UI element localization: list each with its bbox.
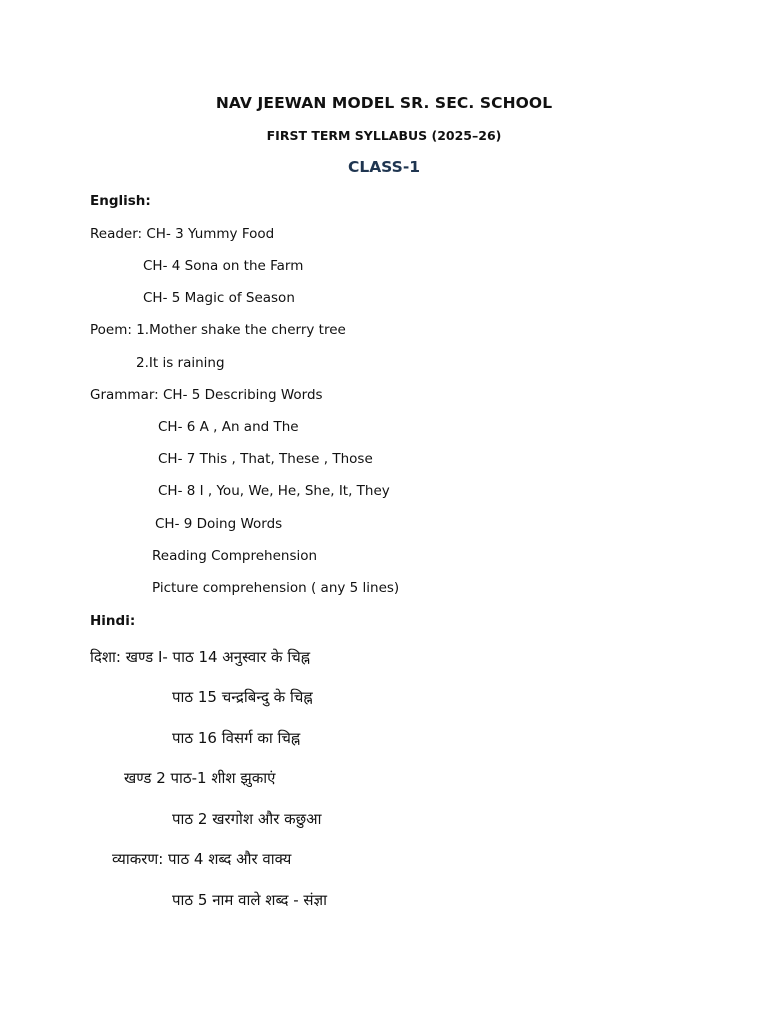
hindi-line: खण्ड 2 पाठ-1 शीश झुकाएं xyxy=(124,769,276,787)
english-line: Reading Comprehension xyxy=(152,548,318,564)
english-line: CH- 4 Sona on the Farm xyxy=(143,258,304,274)
class-title: CLASS-1 xyxy=(347,158,421,176)
hindi-line: पाठ 15 चन्द्रबिन्दु के चिह्न xyxy=(172,688,313,706)
english-line: Grammar: CH- 5 Describing Words xyxy=(90,387,323,403)
english-heading: English: xyxy=(90,193,151,209)
english-line: Reader: CH- 3 Yummy Food xyxy=(90,226,275,242)
hindi-line: पाठ 2 खरगोश और कछुआ xyxy=(172,810,322,828)
english-line: CH- 6 A , An and The xyxy=(158,419,299,435)
hindi-line: व्याकरण: पाठ 4 शब्द और वाक्य xyxy=(112,850,292,868)
term-title: FIRST TERM SYLLABUS (2025–26) xyxy=(266,128,502,143)
hindi-line: पाठ 16 विसर्ग का चिह्न xyxy=(172,729,301,747)
hindi-line: पाठ 5 नाम वाले शब्द - संज्ञा xyxy=(172,891,328,909)
english-line: Poem: 1.Mother shake the cherry tree xyxy=(90,322,346,338)
school-name: NAV JEEWAN MODEL SR. SEC. SCHOOL xyxy=(215,94,553,112)
english-line: Picture comprehension ( any 5 lines) xyxy=(152,580,400,596)
english-line: CH- 7 This , That, These , Those xyxy=(158,451,373,467)
hindi-line: दिशा: खण्ड I- पाठ 14 अनुस्वार के चिह्न xyxy=(90,648,311,666)
english-line: CH- 9 Doing Words xyxy=(155,516,283,532)
english-line: 2.It is raining xyxy=(136,355,225,371)
hindi-heading: Hindi: xyxy=(90,613,136,629)
english-line: CH- 8 I , You, We, He, She, It, They xyxy=(158,483,390,499)
english-line: CH- 5 Magic of Season xyxy=(143,290,295,306)
